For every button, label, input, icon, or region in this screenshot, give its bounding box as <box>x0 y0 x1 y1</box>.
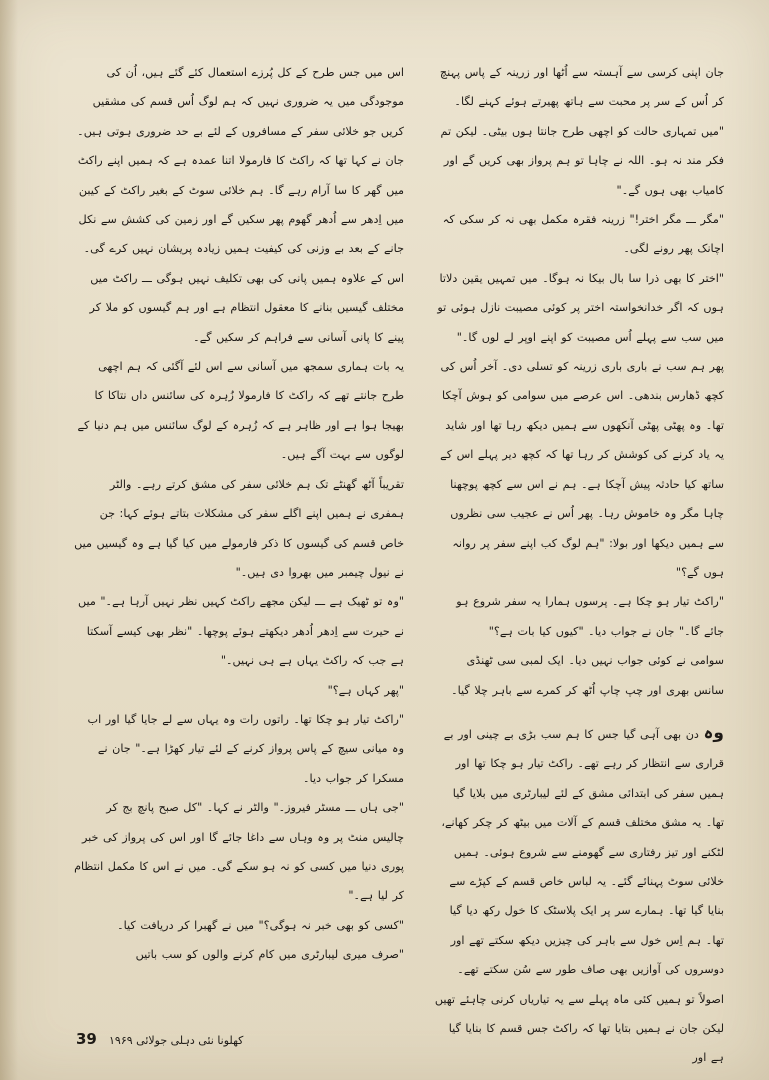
paragraph: "وہ تو ٹھیک ہے ـــ لیکن مجھے راکٹ کہیں نظر نہیں آرہا ہے۔" میں نے حیرت سے اِدھر اُدھر دیکھتے ہوئے پوچھا۔ "نظر بھی کیسے آسکتا ہے جب کہ راکٹ یہاں ہے ہی نہیں۔" <box>77 595 404 668</box>
paragraph: "راکٹ تیار ہو چکا تھا۔ راتوں رات وہ یہاں سے لے جایا گیا اور اب وہ میانی سیچ کے پاس پرواز کرنے کے لئے تیار کھڑا ہے۔" جان نے مسکرا کر جواب دیا۔ <box>87 712 404 785</box>
section-lead-word: وہ <box>703 722 724 743</box>
paragraph: اس میں جس طرح کے کل پُرزے استعمال کئے گئے ہیں، اُن کی موجودگی میں یہ ضروری نہیں کہ ہم لوگ اُس قسم کی مشقیں کریں جو خلائی سفر کے مسافروں کے لئے بے حد ضروری ہوتی ہیں۔ جان نے کہا تھا کہ راکٹ کا فارمولا اتنا عمدہ ہے کہ ہمیں اپنے راکٹ میں گھر کا سا آرام رہے گا۔ ہم خلائی سوٹ کے بغیر راکٹ کے کیبن میں اِدھر سے اُدھر گھوم پھر سکیں گے اور زمین کی کشش سے نکل جانے کے بعد بے وزنی کی کیفیت ہمیں زیادہ پریشان نہیں کرے گی۔ اس کے علاوہ ہمیں پانی کی بھی تکلیف نہیں ہوگی ـــ راکٹ میں مختلف گیسیں بنانے کا معقول انتظام ہے اور ہم گیسوں کو ملا کر پینے کا پانی آسانی سے فراہم کر سکیں گے۔ <box>77 66 404 344</box>
paragraph: "اختر کا بھی ذرا سا بال بیکا نہ ہوگا۔ میں تمہیں یقین دلاتا ہوں کہ اگر خدانخواستہ اختر پر کوئی مصیبت نازل ہوئی تو میں سب سے پہلے اُس مصیبت کو اپنے اوپر لے لوں گا۔" <box>437 271 724 344</box>
paragraph: جان اپنی کرسی سے آہستہ سے اُٹھا اور زرینہ کے پاس پہنچ کر اُس کے سر پر محبت سے ہاتھ پھیرتے ہوئے کہنے لگا۔ "میں تمہاری حالت کو اچھی طرح جانتا ہوں بیٹی۔ لیکن تم فکر مند نہ ہو۔ اللہ نے چاہا تو ہم پرواز بھی کریں گے اور کامیاب بھی ہوں گے۔" <box>439 66 724 197</box>
page-footer <box>76 1030 243 1048</box>
section-paragraph <box>432 719 724 1073</box>
paragraph: "مگر ـــ مگر اختر!" زرینہ فقرہ مکمل بھی نہ کر سکی کہ اچانک پھر رونے لگی۔ <box>442 213 724 256</box>
paragraph: سوامی نے کوئی جواب نہیں دیا۔ ایک لمبی سی ٹھنڈی سانس بھری اور چپ چاپ اُٹھ کر کمرے سے باہر چلا گیا۔ <box>451 654 724 697</box>
paragraph: "راکٹ تیار ہو چکا ہے۔ پرسوں ہمارا یہ سفر شروع ہو جائے گا۔" جان نے جواب دیا۔ "کیوں کیا بات ہے؟" <box>456 595 724 638</box>
paragraph: "صرف میری لیبارٹری میں کام کرنے والوں کو سب باتیں <box>135 948 404 962</box>
paragraph: یہ بات ہماری سمجھ میں آسانی سے اس لئے آگئی کہ ہم اچھی طرح جانتے تھے کہ راکٹ کا فارمولا زُہرہ کی سائنس داں نتاکا کا بھیجا ہوا ہے اور ظاہر ہے کہ زُہرہ کے لوگ سائنس میں ہم دنیا کے لوگوں سے بہت آگے ہیں۔ <box>77 360 404 462</box>
right-text-column <box>432 58 724 1073</box>
page-fold-shadow <box>0 0 18 1080</box>
paragraph: "کسی کو بھی خبر نہ ہوگی؟" میں نے گھبرا کر دریافت کیا۔ <box>117 918 404 932</box>
section-gap <box>432 705 724 719</box>
page-number: 39 <box>76 1030 97 1048</box>
paragraph: "جی ہاں ـــ مسٹر فیروز۔" والٹر نے کہا۔ "کل صبح پانچ بج کر چالیس منٹ پر وہ وہاں سے داغا جائے گا اور اس کی پرواز کی خبر پوری دنیا میں کسی کو نہ ہو سکے گی۔ میں نے اس کا مکمل انتظام کر لیا ہے۔" <box>74 801 404 903</box>
paragraph: "پھر کہاں ہے؟" <box>327 683 404 697</box>
publication-line: کھلونا نئی دہلی جولائی ۱۹۶۹ <box>109 1034 244 1047</box>
left-text-column <box>72 58 404 970</box>
paragraph-text: دن بھی آہی گیا جس کا ہم سب بڑی بے چینی اور بے قراری سے انتظار کر رہے تھے۔ راکٹ تیار ہو چکا تھا اور ہمیں سفر کی ابتدائی مشق کے لئے لیبارٹری میں بلایا گیا تھا۔ یہ مشق مختلف قسم کے آلات میں بیٹھ کر چکر کھانے، لٹکنے اور تیز رفتاری سے گھومنے سے شروع ہوئی۔ ہمیں خلائی سوٹ پہنائے گئے۔ یہ لباس خاص قسم کے کپڑے سے بنایا گیا تھا۔ ہمارے سر پر ایک پلاسٹک کا خول رکھ دیا گیا تھا۔ ہم اِس خول سے باہر کی چیزیں دیکھ سکتے تھے اور دوسروں کی آوازیں بھی صاف طور سے سُن سکتے تھے۔ اصولاً تو ہمیں کئی ماہ پہلے سے یہ تیاریاں کرنی چاہئے تھیں لیکن جان نے ہمیں بتایا تھا کہ راکٹ جس قسم کا بنایا گیا ہے اور <box>434 727 724 1065</box>
paragraph: پھر ہم سب نے باری باری زرینہ کو تسلی دی۔ آخر اُس کی کچھ ڈھارس بندھی۔ اس عرصے میں سوامی کو ہوش آچکا تھا۔ وہ پھٹی پھٹی آنکھوں سے ہمیں دیکھ رہا تھا اور شاید یہ یاد کرنے کی کوشش کر رہا تھا کہ کچھ دیر پہلے اس کے ساتھ کیا حادثہ پیش آچکا ہے۔ ہم نے اس سے کچھ پوچھنا چاہا مگر وہ خاموش رہا۔ پھر اُس نے عجیب سی نظروں سے ہمیں دیکھا اور بولا: "ہم لوگ کب اپنے سفر پر روانہ ہوں گے؟" <box>440 360 724 579</box>
paragraph: تقریباً آٹھ گھنٹے تک ہم خلائی سفر کی مشق کرتے رہے۔ والٹر ہمفری نے ہمیں اپنے اگلے سفر کی مشکلات بتاتے ہوئے کہا: جن خاص قسم کی گیسوں کا ذکر فارمولے میں کیا گیا ہے وہ گیسیں میں نے نیول چیمبر میں بھروا دی ہیں۔" <box>74 477 404 579</box>
